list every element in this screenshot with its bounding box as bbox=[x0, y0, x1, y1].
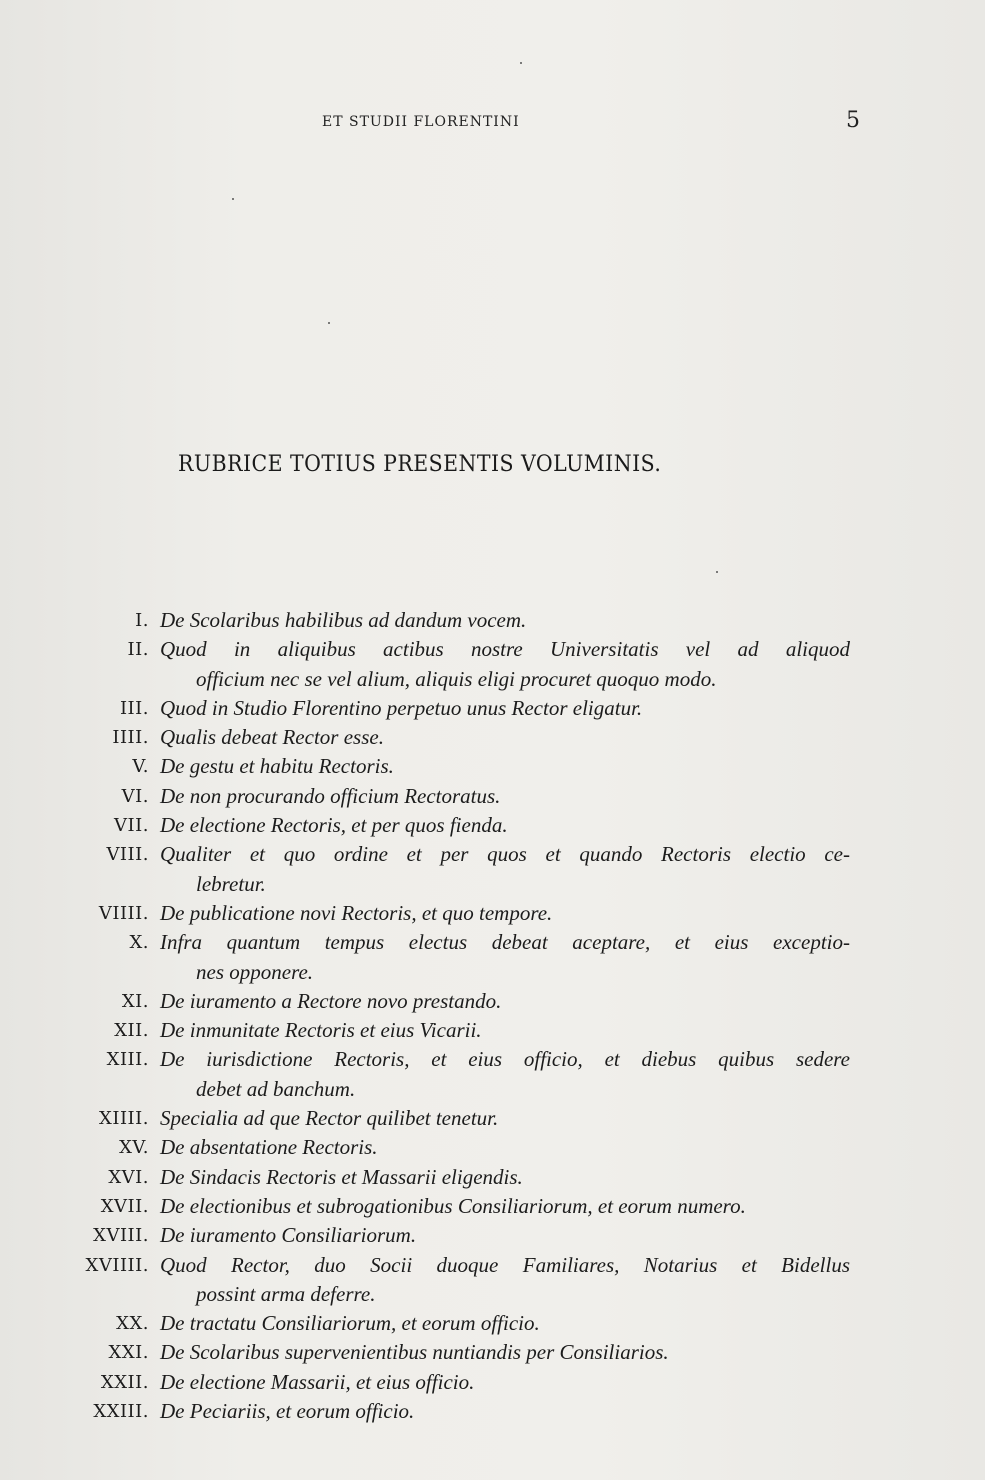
rubric-numeral: XVIII. bbox=[93, 1225, 149, 1247]
rubric-title-continuation: debet ad banchum. bbox=[196, 1076, 356, 1101]
rubric-continuation bbox=[0, 870, 985, 899]
rubric-entry bbox=[0, 1192, 985, 1221]
rubric-numeral: VIII. bbox=[106, 844, 149, 866]
rubric-title: De tractatu Consiliariorum, et eorum officio. bbox=[160, 1311, 540, 1336]
rubric-title: Quod in Studio Florentino perpetuo unus Rector eligatur. bbox=[160, 695, 643, 720]
rubric-numeral: XV. bbox=[119, 1137, 149, 1159]
ink-speck bbox=[520, 62, 522, 64]
rubric-title: De iuramento Consiliariorum. bbox=[160, 1223, 417, 1248]
rubric-title-continuation: nes opponere. bbox=[196, 959, 314, 984]
rubric-entry bbox=[0, 606, 985, 635]
rubric-entry bbox=[0, 1133, 985, 1162]
rubric-title: De Peciariis, et eorum officio. bbox=[160, 1399, 415, 1424]
rubric-numeral: I. bbox=[135, 610, 149, 631]
rubric-list bbox=[0, 606, 985, 1426]
rubric-numeral: VII. bbox=[114, 815, 149, 837]
rubric-title: De Scolaribus supervenientibus nuntiandis per Consiliarios. bbox=[160, 1340, 669, 1365]
section-title: RUBRICE TOTIUS PRESENTIS VOLUMINIS. bbox=[178, 452, 662, 477]
rubric-title-continuation: lebretur. bbox=[196, 871, 266, 896]
rubric-title: De electione Massarii, et eius officio. bbox=[160, 1369, 475, 1394]
rubric-entry bbox=[0, 811, 985, 840]
rubric-title: De electionibus et subrogationibus Consiliariorum, et eorum numero. bbox=[160, 1193, 746, 1218]
rubric-title: Quod in aliquibus actibus nostre Universitatis vel ad aliquod bbox=[160, 637, 850, 662]
rubric-title: De inmunitate Rectoris et eius Vicarii. bbox=[160, 1018, 482, 1043]
rubric-numeral: XX. bbox=[116, 1313, 149, 1335]
ink-speck bbox=[716, 571, 718, 573]
rubric-numeral: XIIII. bbox=[99, 1108, 149, 1130]
rubric-title: De gestu et habitu Rectoris. bbox=[160, 754, 394, 779]
rubric-title: De electione Rectoris, et per quos fienda. bbox=[160, 813, 508, 838]
rubric-numeral: XVII. bbox=[100, 1195, 149, 1217]
rubric-numeral: III. bbox=[119, 697, 149, 719]
rubric-numeral: X. bbox=[129, 932, 149, 954]
rubric-numeral: VIIII. bbox=[98, 902, 149, 924]
rubric-continuation bbox=[0, 665, 985, 694]
rubric-entry bbox=[0, 752, 985, 781]
ink-speck bbox=[232, 198, 234, 200]
rubric-entry bbox=[0, 899, 985, 928]
rubric-numeral: XXI. bbox=[108, 1342, 149, 1364]
rubric-title: De iurisdictione Rectoris, et eius officio, et diebus quibus sedere bbox=[160, 1047, 850, 1072]
rubric-entry bbox=[0, 928, 985, 957]
rubric-numeral: II. bbox=[127, 639, 149, 661]
rubric-title: De Sindacis Rectoris et Massarii eligendis. bbox=[160, 1164, 523, 1189]
rubric-title: De Scolaribus habilibus ad dandum vocem. bbox=[160, 608, 527, 632]
rubric-title-continuation: officium nec se vel alium, aliquis eligi procuret quoquo modo. bbox=[196, 666, 717, 691]
rubric-continuation bbox=[0, 958, 985, 987]
rubric-entry bbox=[0, 840, 985, 869]
rubric-title: De absentatione Rectoris. bbox=[160, 1135, 378, 1160]
rubric-entry bbox=[0, 1221, 985, 1250]
rubric-numeral: XII. bbox=[114, 1020, 149, 1042]
rubric-entry bbox=[0, 987, 985, 1016]
rubric-numeral: XI. bbox=[121, 990, 149, 1012]
rubric-title: Qualiter et quo ordine et per quos et quando Rectoris electio ce- bbox=[160, 842, 850, 867]
rubric-entry bbox=[0, 1309, 985, 1338]
rubric-entry bbox=[0, 723, 985, 752]
rubric-title: Qualis debeat Rector esse. bbox=[160, 725, 384, 750]
rubric-numeral: XVIIII. bbox=[85, 1254, 149, 1276]
rubric-entry bbox=[0, 1163, 985, 1192]
rubric-entry bbox=[0, 694, 985, 723]
rubric-title: De publicatione novi Rectoris, et quo tempore. bbox=[160, 900, 553, 925]
rubric-title-continuation: possint arma deferre. bbox=[196, 1281, 376, 1306]
rubric-entry bbox=[0, 1045, 985, 1074]
rubric-continuation bbox=[0, 1280, 985, 1309]
rubric-title: De non procurando officium Rectoratus. bbox=[160, 783, 501, 808]
rubric-numeral: VI. bbox=[121, 785, 149, 807]
rubric-numeral: XVI. bbox=[108, 1166, 149, 1188]
rubric-entry bbox=[0, 1104, 985, 1133]
rubric-title: Specialia ad que Rector quilibet tenetur. bbox=[160, 1106, 499, 1131]
rubric-entry bbox=[0, 1016, 985, 1045]
rubric-numeral: XIII. bbox=[106, 1049, 149, 1071]
rubric-title: Quod Rector, duo Socii duoque Familiares, Notarius et Bidellus bbox=[160, 1252, 850, 1277]
rubric-numeral: IIII. bbox=[112, 727, 149, 749]
rubric-entry bbox=[0, 1397, 985, 1426]
ink-speck bbox=[328, 322, 330, 324]
page-number: 5 bbox=[846, 108, 860, 133]
rubric-entry bbox=[0, 1368, 985, 1397]
running-title: ET STUDII FLORENTINI bbox=[322, 114, 520, 130]
rubric-title: Infra quantum tempus electus debeat aceptare, et eius exceptio- bbox=[160, 930, 850, 955]
rubric-continuation bbox=[0, 1075, 985, 1104]
rubric-title: De iuramento a Rectore novo prestando. bbox=[160, 988, 502, 1013]
rubric-entry bbox=[0, 1338, 985, 1367]
rubric-entry bbox=[0, 1251, 985, 1280]
rubric-numeral: XXII. bbox=[100, 1371, 149, 1393]
rubric-entry bbox=[0, 782, 985, 811]
rubric-numeral: XXIII. bbox=[93, 1401, 149, 1423]
rubric-numeral: V. bbox=[132, 756, 149, 778]
rubric-entry bbox=[0, 635, 985, 664]
